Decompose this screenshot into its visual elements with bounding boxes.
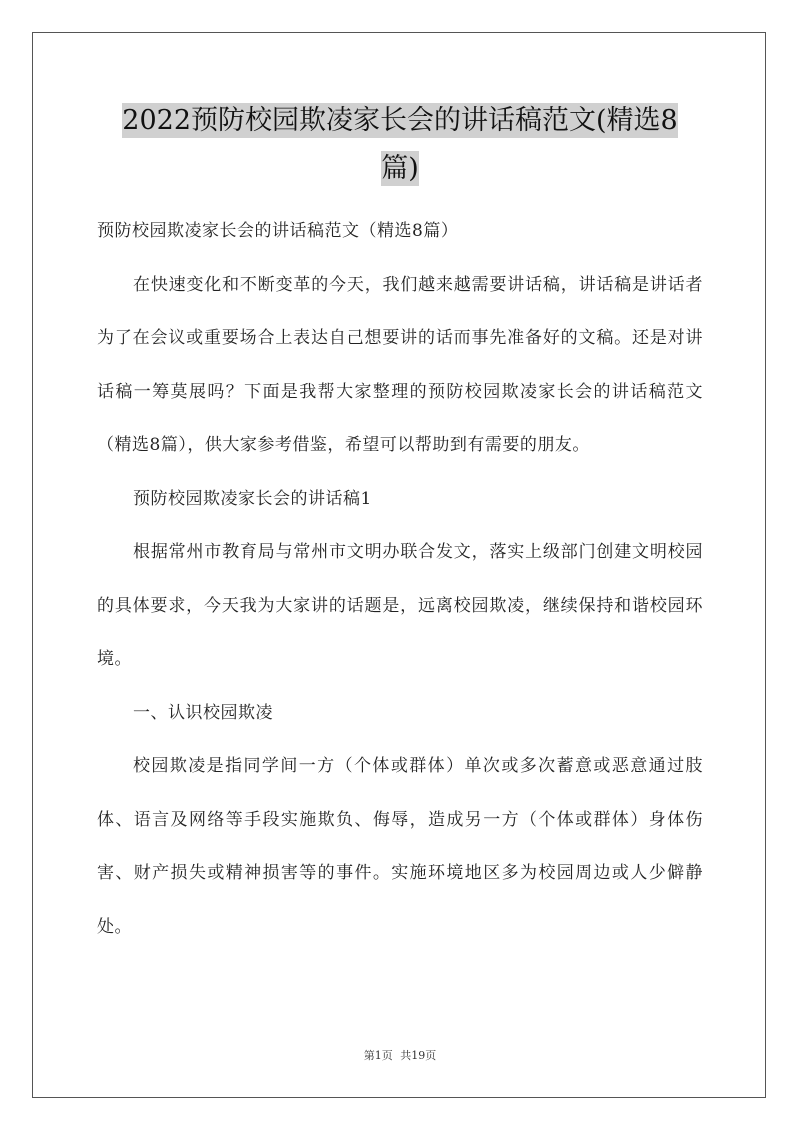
document-title [0, 97, 800, 193]
page-number: 第1页 [363, 1049, 393, 1062]
intro-paragraph: 在快速变化和不断变革的今天，我们越来越需要讲话稿，讲话稿是讲话者为了在会议或重要场合上表达自己想要讲的话而事先准备好的文稿。还是对讲话稿一筹莫展吗？下面是我帮大家整理的预防校园欺凌家长会的讲话稿范文（精选8篇），供大家参考借鉴，希望可以帮助到有需要的朋友。 [97, 274, 703, 455]
page-total: 共19页 [400, 1049, 437, 1062]
title-line-2: 篇) [381, 153, 419, 184]
document-body [97, 205, 703, 954]
subtitle-paragraph: 预防校园欺凌家长会的讲话稿范文（精选8篇） [97, 221, 459, 241]
body-paragraph: 根据常州市教育局与常州市文明办联合发文，落实上级部门创建文明校园的具体要求，今天我为大家讲的话题是，远离校园欺凌，继续保持和谐校园环境。 [97, 542, 703, 669]
title-line-1: 2022预防校园欺凌家长会的讲话稿范文(精选8 [122, 105, 678, 136]
section-heading-1: 预防校园欺凌家长会的讲话稿1 [133, 488, 372, 509]
page-footer [0, 1047, 800, 1063]
subsection-heading: 一、认识校园欺凌 [133, 702, 273, 723]
body-paragraph: 校园欺凌是指同学间一方（个体或群体）单次或多次蓄意或恶意通过肢体、语言及网络等手段实施欺负、侮辱，造成另一方（个体或群体）身体伤害、财产损失或精神损害等的事件。实施环境地区多为校园周边或人少僻静处。 [97, 756, 703, 937]
